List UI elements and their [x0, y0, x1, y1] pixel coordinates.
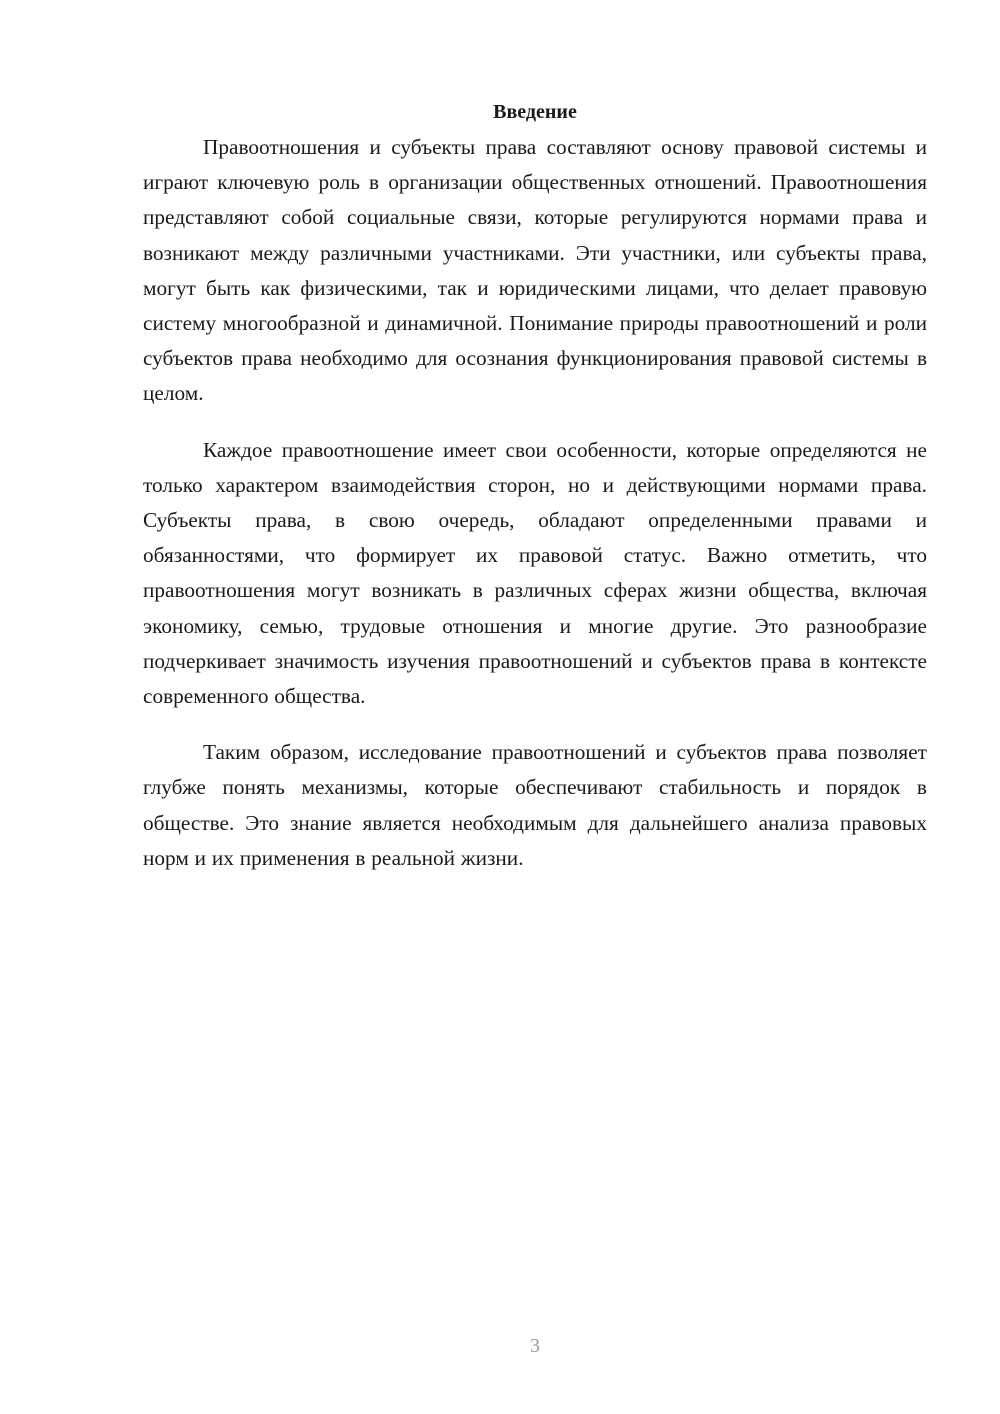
paragraph-1: Правоотношения и субъекты права составляют основу правовой системы и играют ключевую роль в организации общественных отношений. Правоотношения представляют собой социальные связи, которые регулируются нормами права и возникают между различными участниками. Эти участники, или субъекты права, могут быть как физическими, так и юридическими лицами, что делает правовую систему многообразной и динамичной. Понимание природы правоотношений и роли субъектов права необходимо для осознания функционирования правовой системы в целом.	[143, 135, 927, 406]
page-content	[143, 97, 927, 876]
section-title: Введение	[493, 101, 577, 123]
paragraph-2: Каждое правоотношение имеет свои особенности, которые определяются не только характером взаимодействия сторон, но и действующими нормами права. Субъекты права, в свою очередь, обладают определенными правами и обязанностями, что формирует их правовой статус. Важно отметить, что правоотношения могут возникать в различных сферах жизни общества, включая экономику, семью, трудовые отношения и многие другие. Это разнообразие подчеркивает значимость изучения правоотношений и субъектов права в контексте современного общества.	[143, 437, 927, 709]
page-number: 3	[530, 1335, 540, 1357]
paragraph-3: Таким образом, исследование правоотношений и субъектов права позволяет глубже понять механизмы, которые обеспечивают стабильность и порядок в обществе. Это знание является необходимым для дальнейшего анализа правовых норм и их применения в реальной жизни.	[143, 740, 927, 870]
